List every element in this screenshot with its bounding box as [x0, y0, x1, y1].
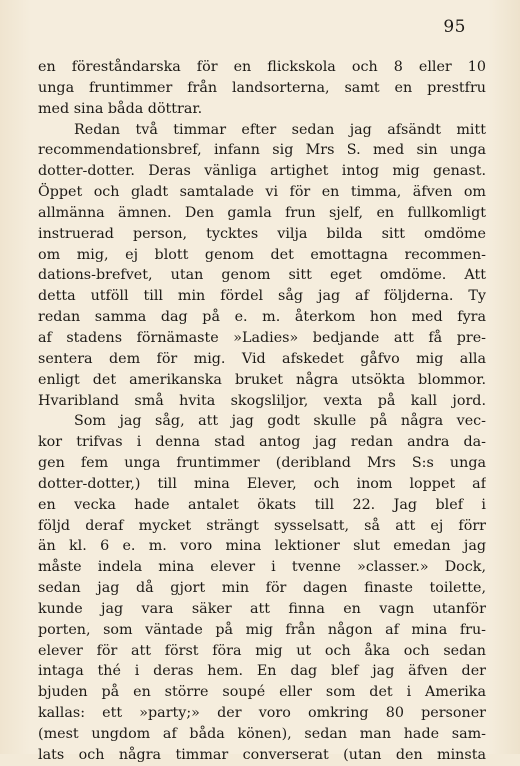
body-text [38, 57, 486, 766]
text-line: en vecka hade antalet ökats till 22. Jag blef i [38, 496, 486, 513]
text-line: (mest ungdom af båda könen), sedan man hade sam- [38, 726, 486, 742]
text-line: elever för att först föra mig ut och åka och sedan [38, 642, 486, 659]
text-line: Som jag såg, att jag godt skulle på några vec- [74, 413, 486, 430]
text-line: en föreståndarska för en flickskola och 8 eller 10 [38, 59, 486, 75]
text-line: med sina båda döttrar. [38, 100, 203, 117]
text-line: följd deraf mycket strängt sysselsatt, så att ej förr [38, 517, 486, 534]
page-number: 95 [443, 17, 466, 37]
text-line: instruerad person, tycktes vilja bilda sitt omdöme [38, 225, 486, 242]
text-line: Hvaribland små hvita skogsliljor, vexta på kall jord. [38, 392, 486, 409]
text-line: dations-brefvet, utan genom sitt eget omdöme. Att [38, 267, 486, 284]
text-line: allmänna ämnen. Den gamla frun sjelf, en fullkomligt [38, 204, 486, 221]
text-line: dotter-dotter,) till mina Elever, och inom loppet af [38, 475, 486, 492]
text-line: Redan två timmar efter sedan jag afsändt mitt [74, 121, 486, 138]
text-line: bjuden på en större soupé eller som det i Amerika [38, 684, 486, 701]
text-line: gen fem unga fruntimmer (deribland Mrs S:s unga [38, 455, 486, 472]
text-line: än kl. 6 e. m. voro mina lektioner slut emedan jag [38, 538, 486, 555]
text-line: måste indela mina elever i tvenne »classer.» Dock, [38, 559, 486, 576]
text-line: kallas: ett »party;» der voro omkring 80 personer [38, 705, 486, 722]
text-line: lats och några timmar converserat (utan den minsta [38, 746, 486, 763]
text-line: porten, som väntade på mig från någon af mina fru- [38, 621, 486, 638]
text-line: sedan jag då gjort min för dagen finaste toilette, [38, 580, 486, 597]
text-line: kunde jag vara säker att finna en vagn utanför [38, 600, 486, 617]
text-line: intaga thé i deras hem. En dag blef jag äfven der [38, 663, 486, 680]
text-line: unga fruntimmer från landsorterna, samt en prestfru [38, 79, 486, 96]
text-line: redan samma dag på e. m. återkom hon med fyra [38, 309, 486, 326]
text-line: detta utföll till min fördel såg jag af följderna. Ty [38, 288, 486, 305]
text-line: Öppet och gladt samtalade vi för en timma, äfven om [38, 184, 486, 201]
text-line: om mig, ej blott genom det emottagna recommen- [38, 246, 486, 263]
text-line: enligt det amerikanska bruket några utsökta blommor. [38, 371, 486, 388]
text-line: recommendationsbref, infann sig Mrs S. med sin unga [38, 142, 486, 159]
text-line: dotter-dotter. Deras vänliga artighet intog mig genast. [38, 163, 486, 180]
text-line: kor trifvas i denna stad antog jag redan andra da- [38, 434, 486, 451]
text-line: af stadens förnämaste »Ladies» bedjande att få pre- [38, 329, 486, 346]
text-line: sentera dem för mig. Vid afskedet gåfvo mig alla [38, 350, 486, 367]
